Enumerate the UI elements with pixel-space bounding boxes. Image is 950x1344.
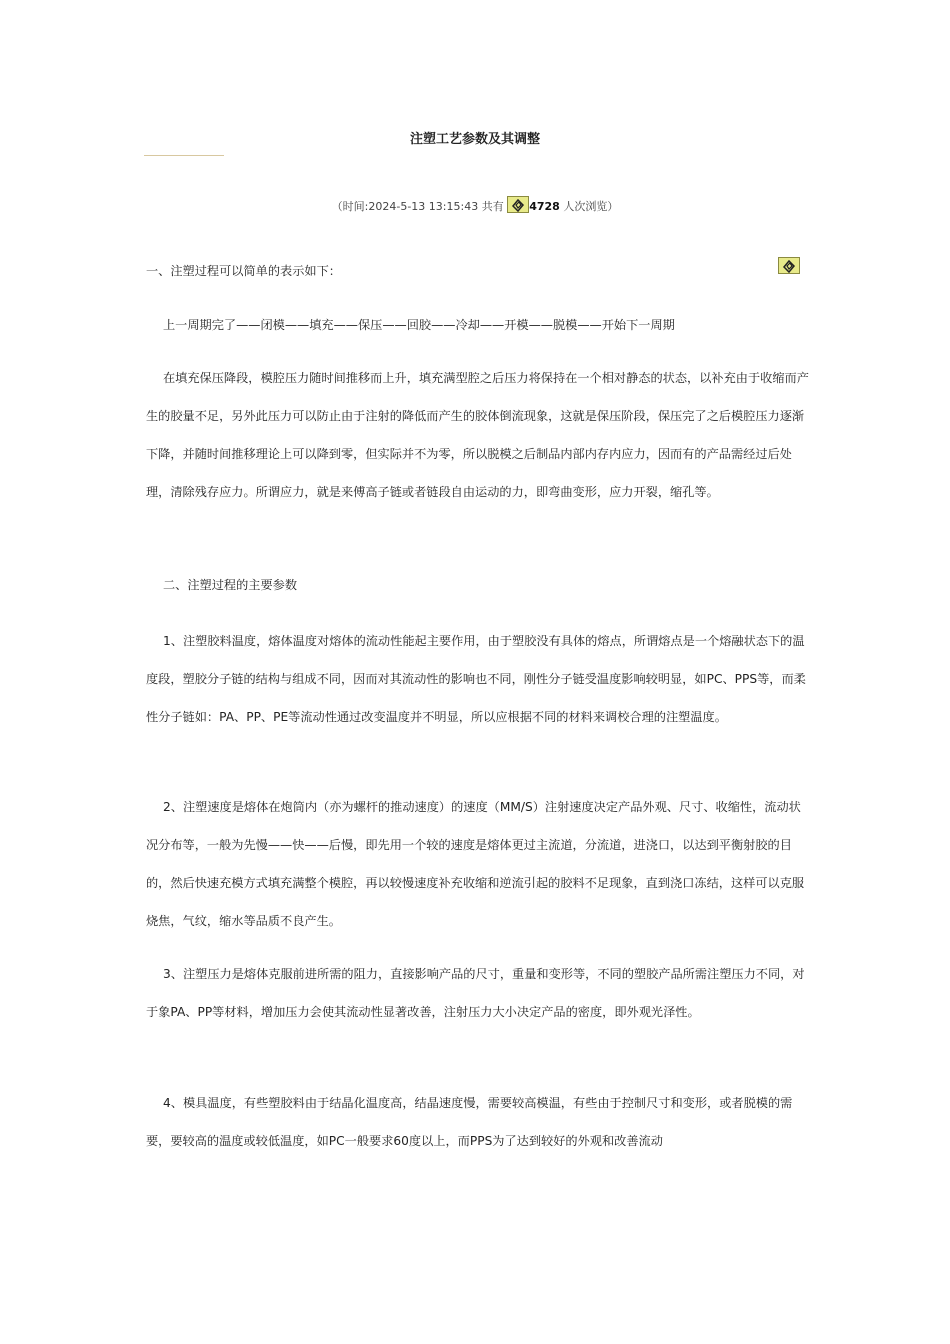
gallery-icon [507, 196, 529, 213]
view-meta [0, 196, 950, 214]
meta-prefix: （时间:2024-5-13 13:15:43 共有 [331, 200, 504, 213]
meta-suffix: 人次浏览） [563, 200, 619, 213]
param-injection-pressure: 3、注塑压力是熔体克服前进所需的阻力，直接影响产品的尺寸，重量和变形等，不同的塑胶产品所需注塑压力不同，对于象PA、PP等材料，增加压力会使其流动性显著改善，注射压力大小决定产品的密度，即外观光泽性。 [146, 967, 805, 1019]
section2-heading: 二、注塑过程的主要参数 [163, 578, 298, 592]
param-injection-speed: 2、注塑速度是熔体在炮筒内（亦为螺杆的推动速度）的速度（MM/S）注射速度决定产品外观、尺寸、收缩性，流动状况分布等，一般为先慢——快——后慢，即先用一个较的速度是熔体更过主流道，分流道，进浇口，以达到平衡射胶的目的，然后快速充模方式填充满整个模腔，再以较慢速度补充收缩和逆流引起的胶料不足现象，直到浇口冻结，这样可以克服烧焦，气纹，缩水等品质不良产生。 [146, 800, 805, 928]
param-melt-temperature: 1、注塑胶料温度，熔体温度对熔体的流动性能起主要作用，由于塑胶没有具体的熔点，所谓熔点是一个熔融状态下的温度段，塑胶分子链的结构与组成不同，因而对其流动性的影响也不同，刚性分子链受温度影响较明显，如PC、PPS等，而柔性分子链如：PA、PP、PE等流动性通过改变温度并不明显，所以应根据不同的材料来调校合理的注塑温度。 [146, 634, 806, 724]
title-divider [144, 155, 224, 156]
param-mold-temperature: 4、模具温度，有些塑胶料由于结晶化温度高，结晶速度慢，需要较高模温，有些由于控制尺寸和变形，或者脱模的需要，要较高的温度或较低温度，如PC一般要求60度以上，而PPS为了达到较好的外观和改善流动 [146, 1096, 793, 1148]
view-count: 4728 [529, 200, 560, 213]
page-title: 注塑工艺参数及其调整 [409, 132, 540, 147]
process-cycle: 上一周期完了——闭模——填充——保压——回胶——冷却——开模——脱模——开始下一周期 [163, 318, 675, 332]
section1-heading: 一、注塑过程可以简单的表示如下： [146, 264, 341, 278]
hold-pressure-paragraph: 在填充保压降段，模腔压力随时间推移而上升，填充满型腔之后压力将保持在一个相对静态的状态，以补充由于收缩而产生的胶量不足，另外此压力可以防止由于注射的降低而产生的胶体倒流现象，这就是保压阶段，保压完了之后模腔压力逐渐下降，并随时间推移理论上可以降到零，但实际并不为零，所以脱模之后制品内部内存内应力，因而有的产品需经过后处理，清除残存应力。所谓应力，就是来傅高子链或者链段自由运动的力，即弯曲变形，应力开裂，缩孔等。 [146, 371, 809, 499]
